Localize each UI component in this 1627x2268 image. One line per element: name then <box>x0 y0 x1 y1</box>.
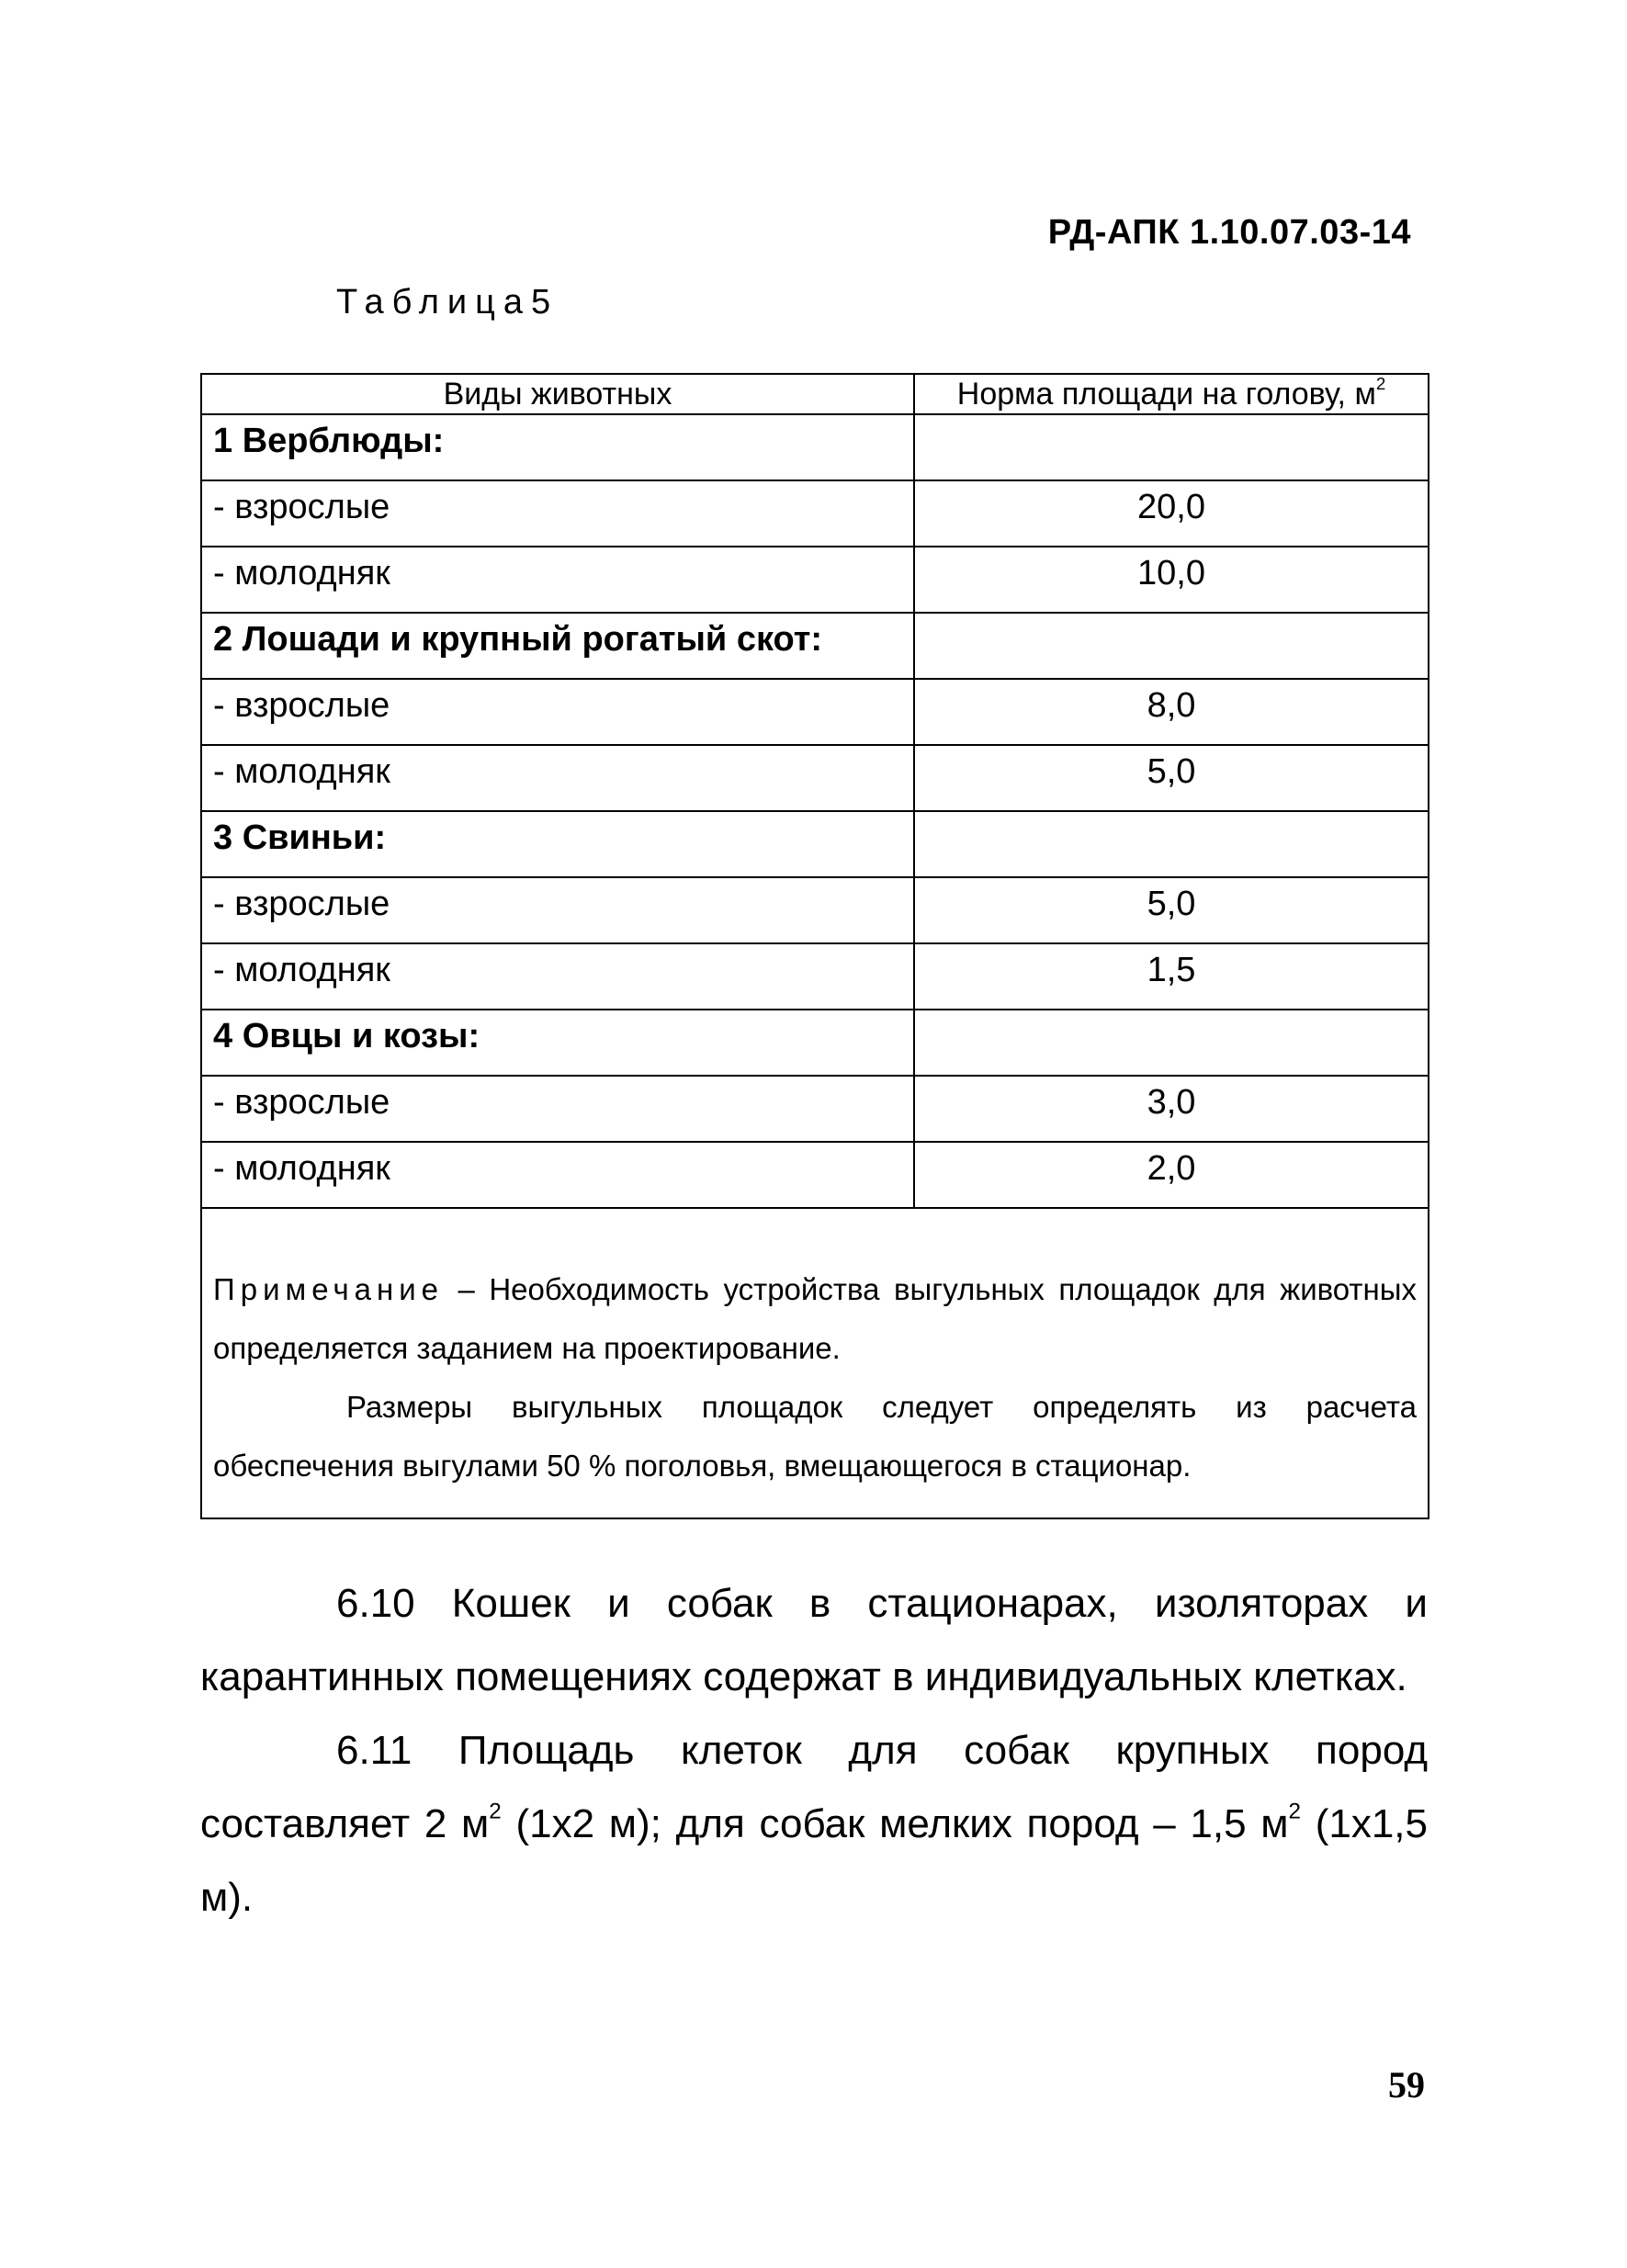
paragraph-6-11 <box>200 1714 1428 1935</box>
p611-part-c: (1х1,5 м). <box>200 1801 1429 1920</box>
p611-sup-2: 2 <box>1288 1799 1301 1824</box>
document-code: РД-АПК 1.10.07.03-14 <box>1047 213 1411 252</box>
norm-cell: 5,0 <box>914 745 1429 811</box>
table-group-row <box>201 613 1429 679</box>
header-area-norm-text: Норма площади на голову, м <box>956 377 1376 412</box>
norm-cell: 2,0 <box>914 1142 1429 1208</box>
area-norms-table <box>200 373 1429 1519</box>
animal-cell: - молодняк <box>201 943 914 1010</box>
animal-cell: - молодняк <box>201 547 914 613</box>
animal-cell: - взрослые <box>201 480 914 547</box>
note-dash: – <box>444 1272 490 1306</box>
table-row <box>201 480 1429 547</box>
norm-cell <box>914 811 1429 877</box>
table-row <box>201 547 1429 613</box>
animal-cell: - взрослые <box>201 1076 914 1142</box>
animal-cell: - взрослые <box>201 679 914 745</box>
header-area-norm-sup: 2 <box>1375 374 1386 394</box>
animal-cell: - взрослые <box>201 877 914 943</box>
animal-cell: 1 Верблюды: <box>201 414 914 480</box>
norm-cell: 5,0 <box>914 877 1429 943</box>
table-row <box>201 943 1429 1010</box>
table-row <box>201 745 1429 811</box>
header-area-norm <box>914 374 1429 414</box>
table-group-row <box>201 414 1429 480</box>
norm-cell: 8,0 <box>914 679 1429 745</box>
norm-cell: 20,0 <box>914 480 1429 547</box>
animal-cell: - молодняк <box>201 1142 914 1208</box>
note-row <box>201 1208 1429 1518</box>
p611-part-a: 6.11 Площадь клеток для собак крупных пород составляет 2 м <box>200 1728 1428 1846</box>
p611-sup-1: 2 <box>489 1799 502 1824</box>
animal-cell: - молодняк <box>201 745 914 811</box>
page-number: 59 <box>1388 2064 1425 2105</box>
norm-cell: 3,0 <box>914 1076 1429 1142</box>
norm-cell <box>914 1010 1429 1076</box>
norm-cell <box>914 613 1429 679</box>
table-note <box>213 1260 1417 1495</box>
table-caption: Таблица5 <box>336 283 559 322</box>
note-paragraph-2: Размеры выгульных площадок следует определять из расчета обеспечения выгулами 50 % поголовья, вмещающегося в стационар. <box>213 1390 1417 1483</box>
animal-cell: 2 Лошади и крупный рогатый скот: <box>201 613 914 679</box>
p611-part-b: (1х2 м); для собак мелких пород – 1,5 м <box>501 1801 1289 1846</box>
table-group-row <box>201 1010 1429 1076</box>
header-animal-type: Виды животных <box>201 374 914 414</box>
norm-cell <box>914 414 1429 480</box>
body-text <box>200 1567 1428 1935</box>
note-paragraph-1 <box>213 1260 1417 1378</box>
note-text-1: Необходимость устройства выгульных площадок для животных определяется заданием на проектирование. <box>213 1272 1417 1365</box>
note-cell <box>201 1208 1429 1518</box>
table-header-row <box>201 374 1429 414</box>
animal-cell: 4 Овцы и козы: <box>201 1010 914 1076</box>
table-row <box>201 1076 1429 1142</box>
table-row <box>201 679 1429 745</box>
note-label: Примечание <box>213 1272 445 1306</box>
table-row <box>201 1142 1429 1208</box>
table-group-row <box>201 811 1429 877</box>
norm-cell: 1,5 <box>914 943 1429 1010</box>
paragraph-6-10: 6.10 Кошек и собак в стационарах, изоляторах и карантинных помещениях содержат в индивидуальных клетках. <box>200 1581 1428 1699</box>
norm-cell: 10,0 <box>914 547 1429 613</box>
table-row <box>201 877 1429 943</box>
animal-cell: 3 Свиньи: <box>201 811 914 877</box>
